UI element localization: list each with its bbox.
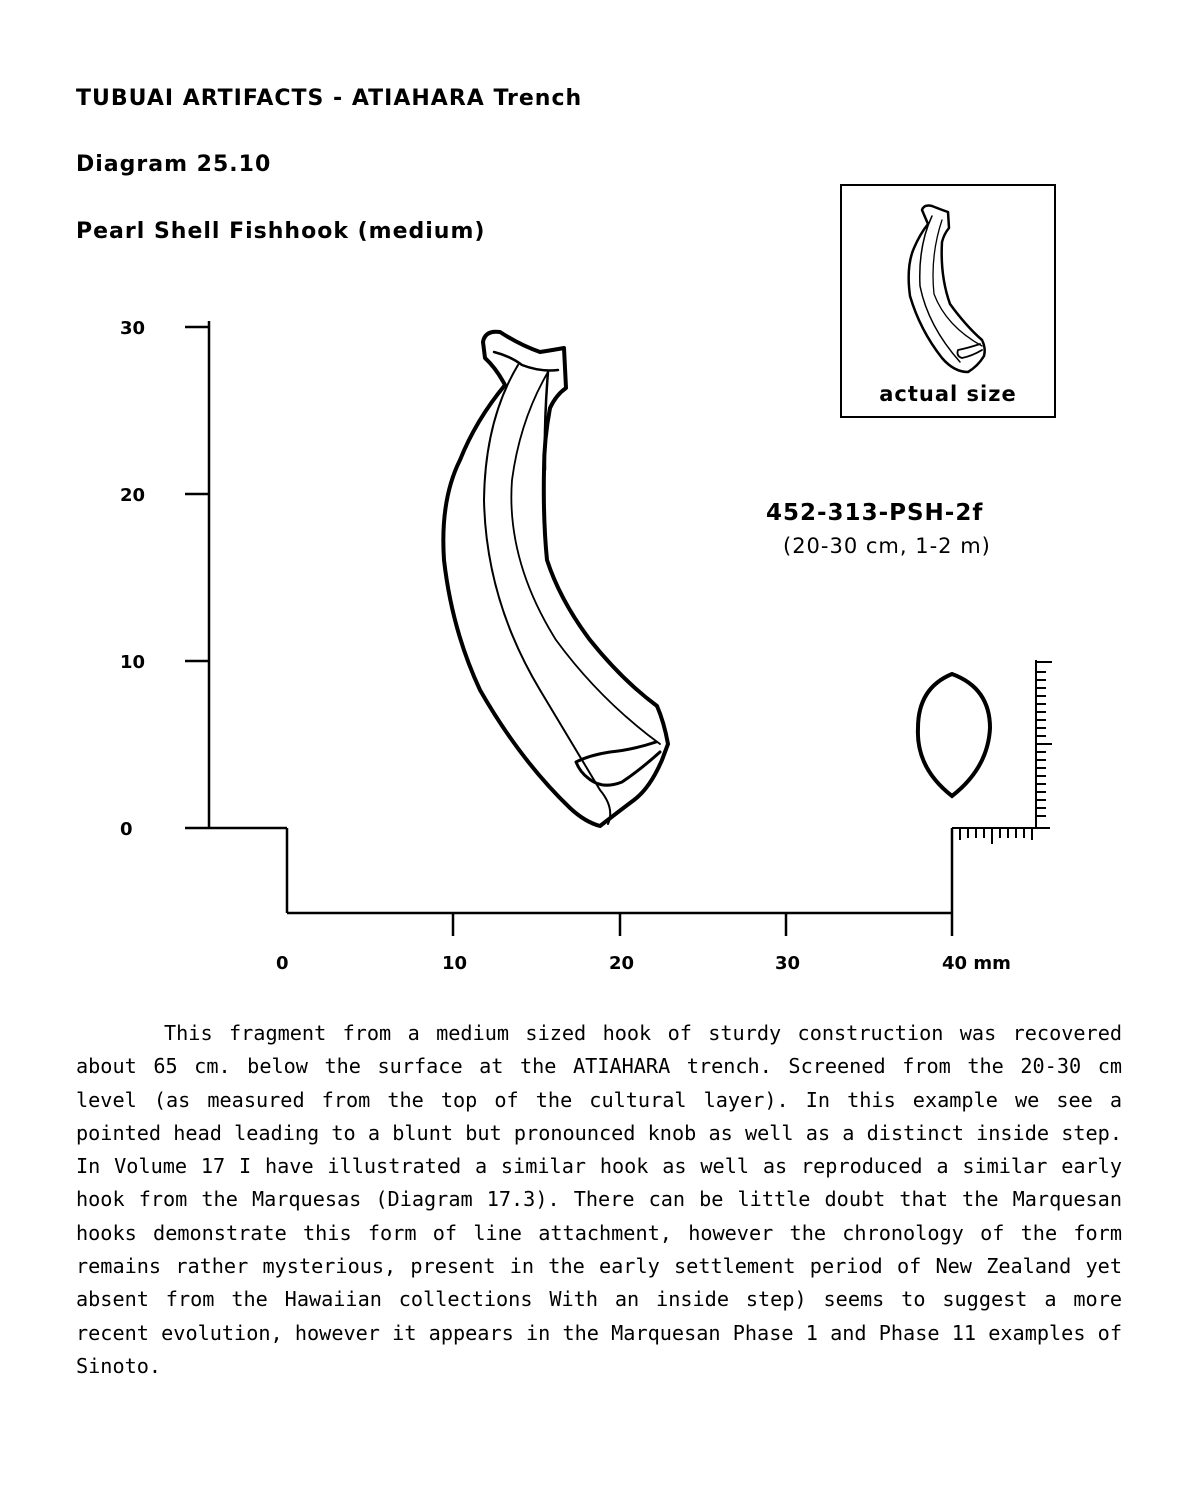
section-mm-ruler bbox=[952, 660, 1052, 844]
x-tick-label: 40 mm bbox=[942, 953, 1011, 974]
x-tick-label: 10 bbox=[442, 953, 468, 974]
description-paragraph: This fragment from a medium sized hook of sturdy construction was recovered about 65 cm. below the surface at the ATIAHARA trench. Screened from the 20-30 cm level (as measured from the top of the cultural layer). In this example we see a pointed head leading to a blunt but pronounced knob as well as a distinct inside step. In Volume 17 I have illustrated a similar hook as well as reproduced a similar early hook from the Marquesas (Diagram 17.3). There can be little doubt that the Marquesan hooks demonstrate this form of line attachment, however the chronology of the form remains rather mysterious, present in the early settlement period of New Zealand yet absent from the Hawaiian collections With an inside step) seems to suggest a more recent evolution, however it appears in the Marquesan Phase 1 and Phase 11 examples of Sinoto. bbox=[76, 1021, 1122, 1378]
fishhook-drawing bbox=[443, 332, 668, 826]
y-tick-labels bbox=[120, 318, 145, 840]
provenience-context: (20-30 cm, 1-2 m) bbox=[783, 534, 991, 558]
x-tick-label: 20 bbox=[609, 953, 635, 974]
catalog-number: 452-313-PSH-2f bbox=[766, 500, 984, 526]
page-title: TUBUAI ARTIFACTS - ATIAHARA Trench bbox=[76, 86, 583, 111]
y-scale-axis bbox=[185, 321, 287, 828]
actual-size-label: actual size bbox=[879, 382, 1017, 406]
actual-size-inset bbox=[840, 184, 1056, 418]
y-tick-label: 30 bbox=[120, 318, 146, 339]
x-tick-label: 30 bbox=[775, 953, 801, 974]
x-tick-label: 0 bbox=[276, 953, 289, 974]
x-tick-labels bbox=[276, 953, 1011, 974]
y-tick-label: 10 bbox=[120, 652, 146, 673]
x-scale-axis bbox=[287, 828, 952, 936]
diagram-number: Diagram 25.10 bbox=[76, 152, 272, 177]
artifact-subtitle: Pearl Shell Fishhook (medium) bbox=[76, 219, 486, 244]
y-tick-label: 20 bbox=[120, 485, 146, 506]
y-tick-label: 0 bbox=[120, 819, 133, 840]
cross-section-drawing bbox=[918, 674, 990, 796]
